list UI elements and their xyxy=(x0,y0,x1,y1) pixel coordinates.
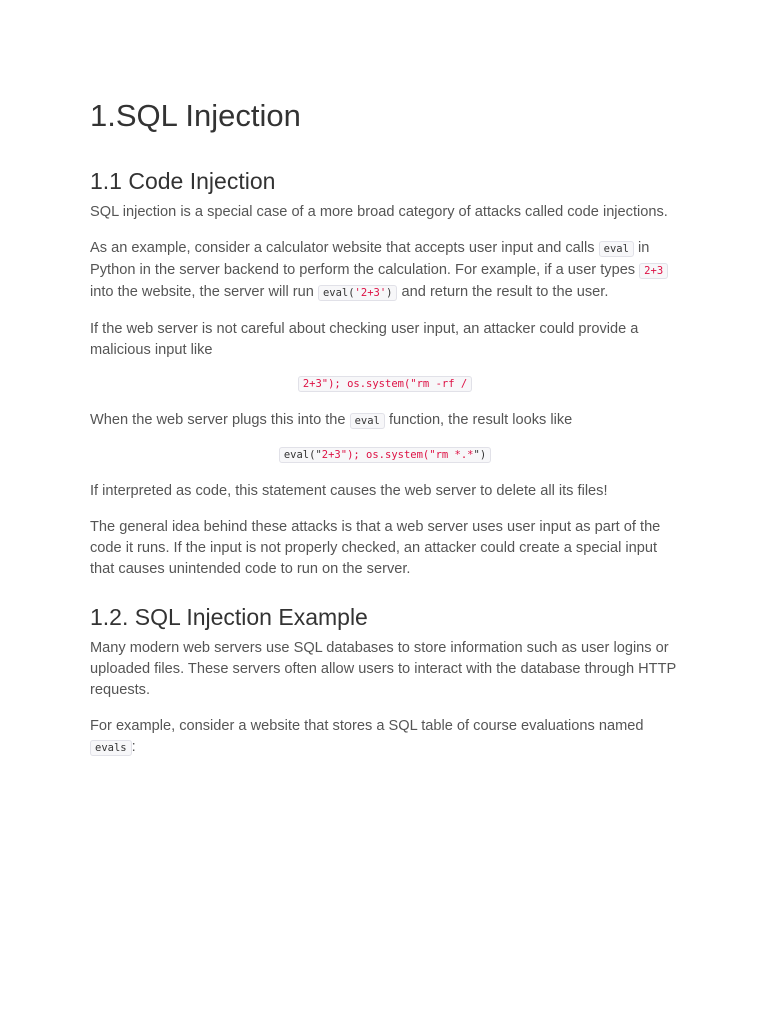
text-span: For example, consider a website that stores a SQL table of course evaluations named xyxy=(90,718,644,734)
code-token: ") xyxy=(473,449,487,461)
code-block-eval-result xyxy=(90,443,680,466)
paragraph-evals-table xyxy=(90,716,680,759)
code-token: eval(" xyxy=(283,449,322,461)
paragraph-delete-files: If interpreted as code, this statement causes the web server to delete all its files! xyxy=(90,483,608,499)
inline-code-eval-call xyxy=(318,285,398,301)
text-span: function, the result looks like xyxy=(384,412,573,428)
code-block-malicious-input xyxy=(90,372,680,395)
code-token: '2+3' xyxy=(354,287,387,299)
text-span: in Python in the server backend to perform the calculation. For example, if a user types xyxy=(90,240,650,278)
section-heading-code-injection: 1.1 Code Injection xyxy=(90,168,276,194)
code-token: eval( xyxy=(322,287,355,299)
paragraph-eval-plug xyxy=(90,410,680,432)
text-span: into the website, the server will run xyxy=(90,284,318,300)
page-title: 1.SQL Injection xyxy=(90,98,301,133)
paragraph-malicious-input: If the web server is not careful about checking user input, an attacker could provide a malicious input like xyxy=(90,321,639,358)
paragraph-calculator-example xyxy=(90,238,680,304)
inline-code-eval: eval xyxy=(599,241,634,257)
section-heading-sql-injection-example: 1.2. SQL Injection Example xyxy=(90,604,368,630)
text-span: When the web server plugs this into the xyxy=(90,412,350,428)
code-token: ) xyxy=(386,287,393,299)
paragraph-intro: SQL injection is a special case of a more broad category of attacks called code injections. xyxy=(90,204,668,220)
article-content xyxy=(90,96,680,774)
code-malicious-input: 2+3"); os.system("rm -rf / xyxy=(298,376,472,392)
paragraph-sql-databases: Many modern web servers use SQL databases to store information such as user logins or uploaded files. These servers often allow users to interact with the database through HTTP requests. xyxy=(90,640,676,698)
text-span: and return the result to the user. xyxy=(397,284,609,300)
inline-code-2plus3: 2+3 xyxy=(639,263,668,279)
inline-code-eval: eval xyxy=(350,413,385,429)
inline-code-evals: evals xyxy=(90,740,132,756)
text-span: As an example, consider a calculator website that accepts user input and calls xyxy=(90,240,599,256)
code-token: 2+3"); os.system("rm *.* xyxy=(321,449,474,461)
paragraph-general-idea: The general idea behind these attacks is that a web server uses user input as part of the code it runs. If the input is not properly checked, an attacker could create a special input that causes unintended code to run on the server. xyxy=(90,519,661,577)
code-eval-result xyxy=(279,447,491,463)
text-span: : xyxy=(131,739,136,755)
